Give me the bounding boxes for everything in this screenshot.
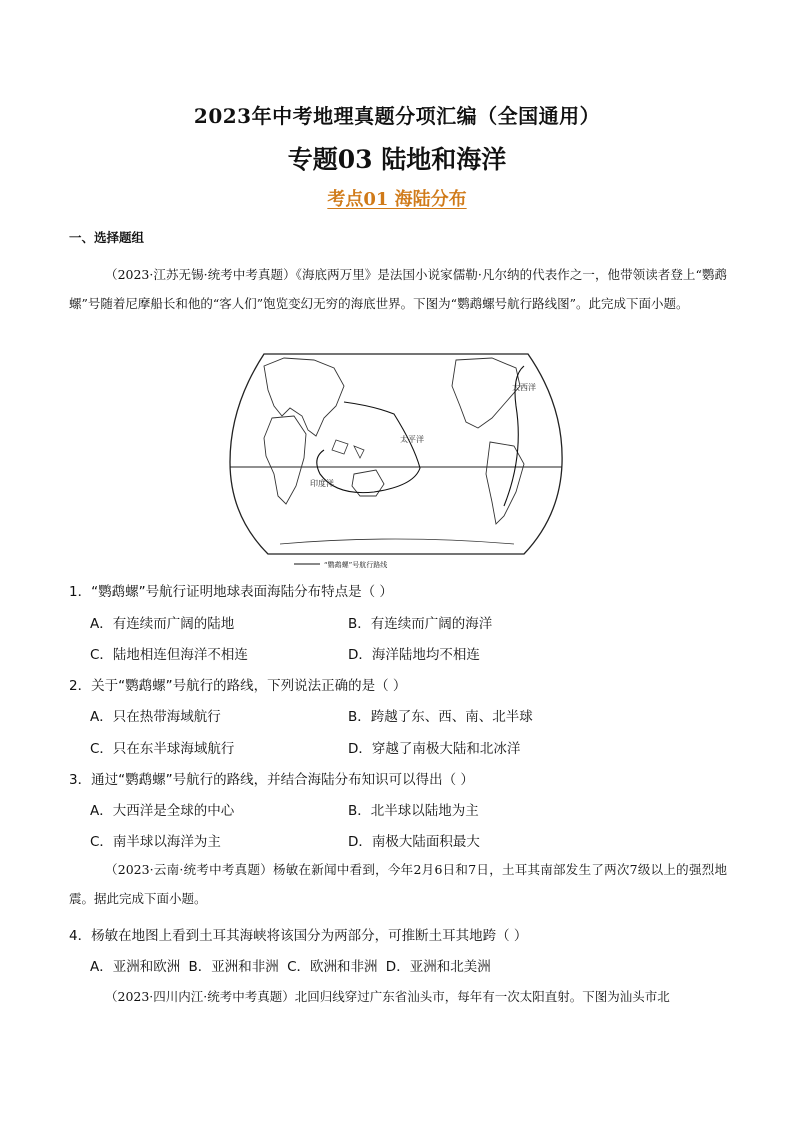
question-1-stem: 1．“鹦鹉螺”号航行证明地球表面海陆分布特点是（ ） bbox=[69, 584, 393, 600]
question-2-option-c[interactable]: C．只在东半球海域航行 bbox=[90, 741, 235, 757]
question-3-option-b[interactable]: B．北半球以陆地为主 bbox=[348, 803, 479, 819]
intro-paragraph-2: （2023·云南·统考中考真题）杨敏在新闻中看到，今年2月6日和7日，土耳其南部发生了两次7级以上的强烈地震。据此完成下面小题。 bbox=[69, 862, 727, 906]
intro-paragraph-1: （2023·江苏无锡·统考中考真题）《海底两万里》是法国小说家儒勒·凡尔纳的代表作之一，他带领读者登上“鹦鹉螺”号随着尼摩船长和他的“客人们”饱览变幻无穷的海底世界。下图为“鹦鹉螺号航行路线图”。此完成下面小题。 bbox=[69, 267, 727, 311]
label-pacific: 太平洋 bbox=[400, 435, 424, 444]
question-4-options[interactable]: A．亚洲和欧洲 B．亚洲和非洲 C．欧洲和非洲 D．亚洲和北美洲 bbox=[90, 959, 491, 975]
label-indian: 印度洋 bbox=[310, 479, 334, 488]
question-2-option-a[interactable]: A．只在热带海域航行 bbox=[90, 709, 221, 725]
section-heading: 一、选择题组 bbox=[69, 230, 145, 245]
question-1-option-a[interactable]: A．有连续而广阔的陆地 bbox=[90, 616, 235, 632]
question-3-option-d[interactable]: D．南极大陆面积最大 bbox=[348, 834, 480, 850]
question-1-option-b[interactable]: B．有连续而广阔的海洋 bbox=[348, 616, 493, 632]
question-3-option-a[interactable]: A．大西洋是全球的中心 bbox=[90, 803, 235, 819]
intro-paragraph-3: （2023·四川内江·统考中考真题）北回归线穿过广东省汕头市，每年有一次太阳直射。下图为汕头市北 bbox=[105, 989, 670, 1004]
question-4-stem: 4．杨敏在地图上看到土耳其海峡将该国分为两部分，可推断土耳其地跨（ ） bbox=[69, 928, 528, 944]
world-map-figure bbox=[224, 346, 568, 570]
question-1-option-c[interactable]: C．陆地相连但海洋不相连 bbox=[90, 647, 248, 663]
question-2-option-d[interactable]: D．穿越了南极大陆和北冰洋 bbox=[348, 741, 521, 757]
point-title: 考点01 海陆分布 bbox=[327, 189, 467, 210]
question-1-option-d[interactable]: D．海洋陆地均不相连 bbox=[348, 647, 480, 663]
legend-text: “鹦鹉螺”号航行路线 bbox=[324, 561, 388, 569]
question-2-stem: 2．关于“鹦鹉螺”号航行的路线，下列说法正确的是（ ） bbox=[69, 678, 407, 694]
question-2-option-b[interactable]: B．跨越了东、西、南、北半球 bbox=[348, 709, 533, 725]
label-atlantic: 大西洋 bbox=[512, 383, 536, 392]
topic-title: 专题03 陆地和海洋 bbox=[287, 145, 507, 174]
question-3-option-c[interactable]: C．南半球以海洋为主 bbox=[90, 834, 221, 850]
question-3-stem: 3．通过“鹦鹉螺”号航行的路线，并结合海陆分布知识可以得出（ ） bbox=[69, 772, 474, 788]
document-title: 2023年中考地理真题分项汇编（全国通用） bbox=[193, 104, 601, 128]
